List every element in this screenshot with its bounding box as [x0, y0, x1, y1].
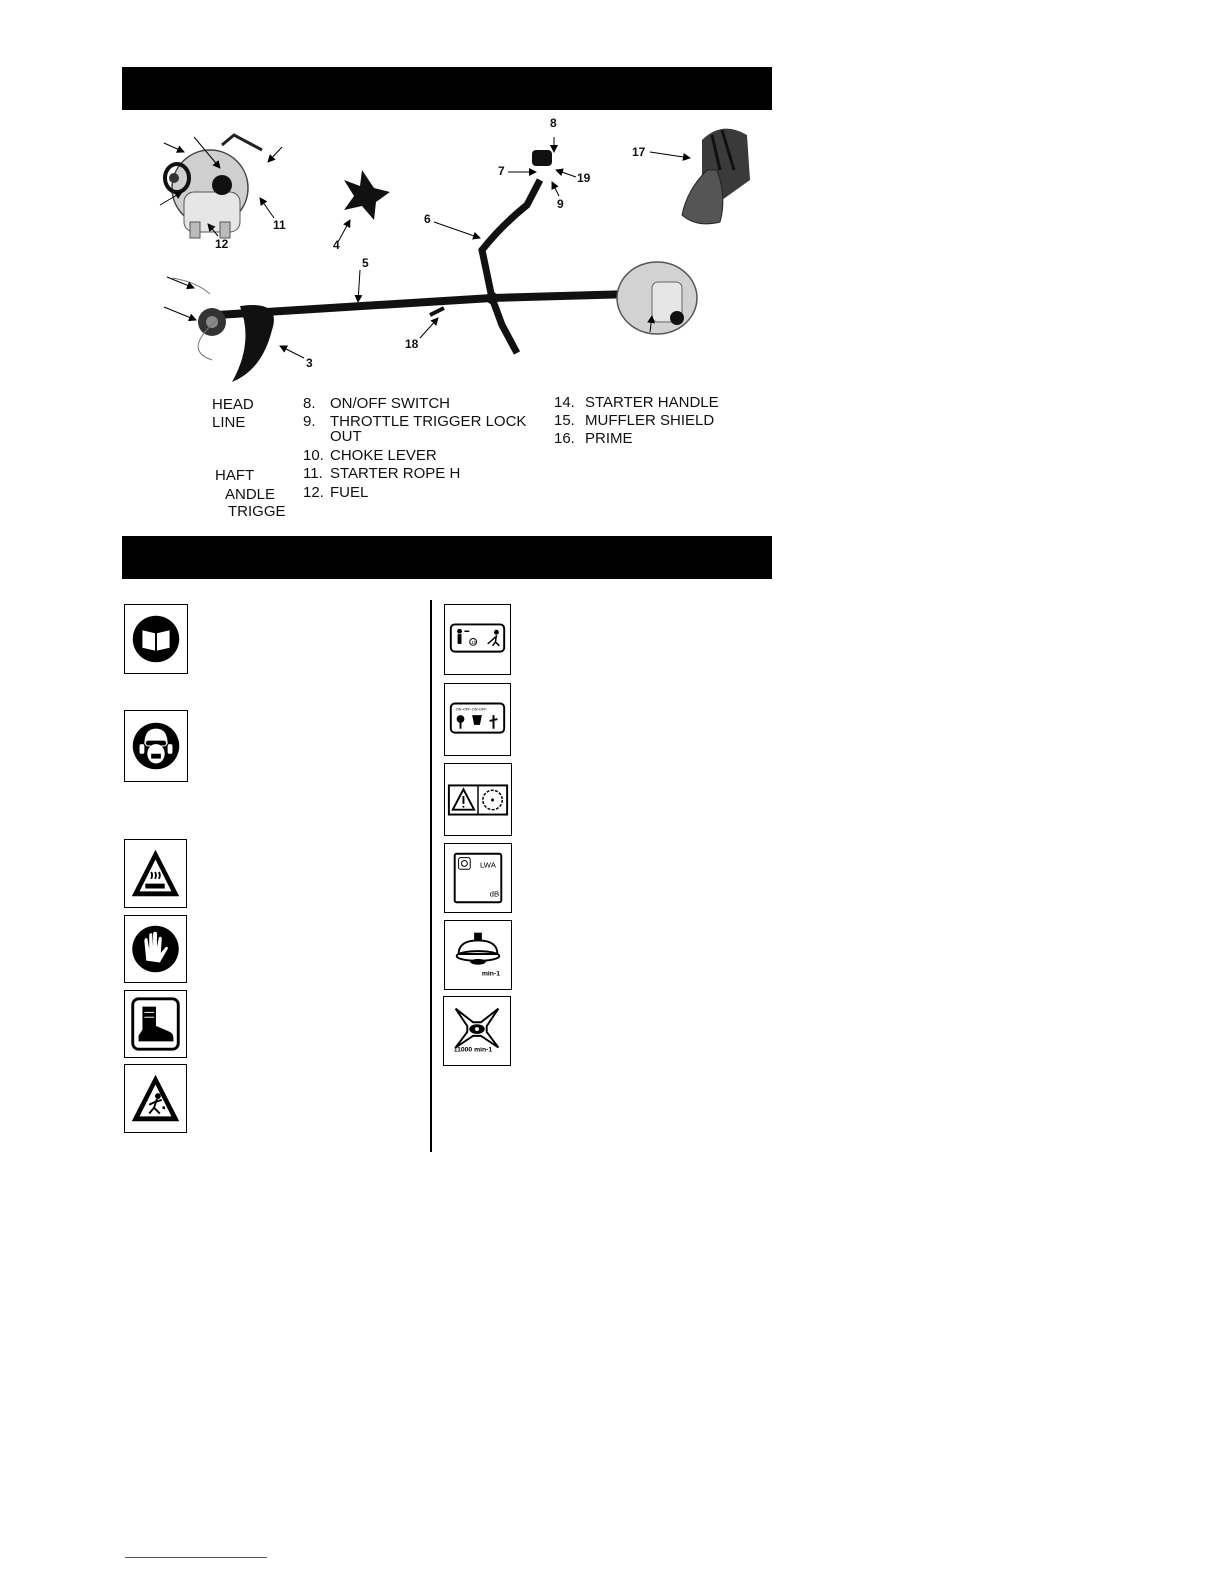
column-divider: [430, 600, 432, 1152]
part-label: STARTER ROPE H: [330, 465, 461, 482]
engine-unit: [160, 135, 282, 238]
part-number: 14.: [554, 394, 575, 411]
callout-5: 5: [362, 256, 369, 270]
callout-3: 3: [306, 356, 313, 370]
part-label: MUFFLER SHIELD: [585, 412, 715, 429]
speed-unit-label: min-1: [481, 970, 500, 978]
callout-12: 12: [215, 237, 229, 251]
sound-power-level-icon: [444, 843, 512, 913]
part-label: STARTER HANDLE: [585, 394, 719, 411]
choke-switch-caption: ON·OFF·ON·OFF: [455, 706, 487, 712]
section-header-bar: [122, 67, 772, 110]
parts-list-item: [303, 484, 368, 501]
parts-list-item: [303, 447, 437, 464]
callout-7: 7: [498, 164, 505, 178]
callout-9: 9: [557, 197, 564, 211]
parts-col1-item: TRIGGE: [228, 503, 286, 520]
part-label: ON/OFF SWITCH: [330, 395, 450, 412]
part-label: THROTTLE TRIGGER LOCK: [330, 413, 527, 430]
shoulder-harness: [650, 129, 750, 224]
part-number: 8.: [303, 395, 316, 412]
callout-19: 19: [577, 171, 591, 185]
callout-11: 11: [273, 218, 286, 232]
hot-surface-warning-icon: [124, 839, 187, 908]
callout-18: 18: [405, 337, 419, 351]
parts-col1-item: HAFT: [215, 467, 255, 484]
parts-list-item: [554, 430, 633, 447]
part-number: 15.: [554, 412, 575, 429]
parts-col1-item: LINE: [212, 414, 246, 431]
blade-warning-icon: [444, 763, 512, 836]
thrown-objects-warning-icon: [124, 1064, 187, 1133]
parts-col1-item: HEAD: [212, 396, 254, 413]
bystander-distance-icon: [444, 604, 511, 675]
parts-list-item: [554, 412, 714, 429]
parts-list-item: [303, 395, 450, 412]
blade-speed-icon: [443, 996, 511, 1066]
parts-list-item: [303, 428, 362, 445]
trimmer-head-speed-icon: [444, 920, 512, 990]
trimmer-illustration: [122, 110, 772, 395]
sound-level-label: LWA: [479, 860, 496, 870]
part-number: 11.: [303, 465, 323, 482]
part-number: 9.: [303, 413, 316, 430]
callout-8: 8: [550, 116, 557, 130]
part-label: PRIME: [585, 430, 633, 447]
part-number: 12.: [303, 484, 324, 501]
section-header-bar: [122, 536, 772, 579]
callout-6: 6: [424, 212, 431, 226]
read-manual-icon: [124, 604, 188, 674]
part-label: CHOKE LEVER: [330, 447, 437, 464]
part-label: FUEL: [330, 484, 369, 501]
part-label: OUT: [330, 428, 362, 445]
blade-speed-label: 11000 min-1: [453, 1046, 493, 1054]
callout-4: 4: [333, 238, 340, 252]
svg-text:15: 15: [471, 640, 477, 646]
part-number: 10.: [303, 447, 324, 464]
footer-link-underline: [125, 1557, 267, 1558]
parts-list-item: [554, 394, 719, 411]
eye-ear-head-protection-icon: [124, 710, 188, 782]
blade-part: [338, 170, 390, 242]
sound-level-unit: dB: [489, 889, 500, 899]
parts-col1-item: ANDLE: [225, 486, 276, 503]
parts-list-item: [303, 465, 460, 482]
callout-17: 17: [632, 145, 646, 159]
safety-boots-icon: [124, 990, 187, 1058]
gloves-icon: [124, 915, 187, 983]
parts-diagram: [122, 110, 772, 395]
choke-switch-icon: [444, 683, 511, 756]
part-number: 16.: [554, 430, 575, 447]
